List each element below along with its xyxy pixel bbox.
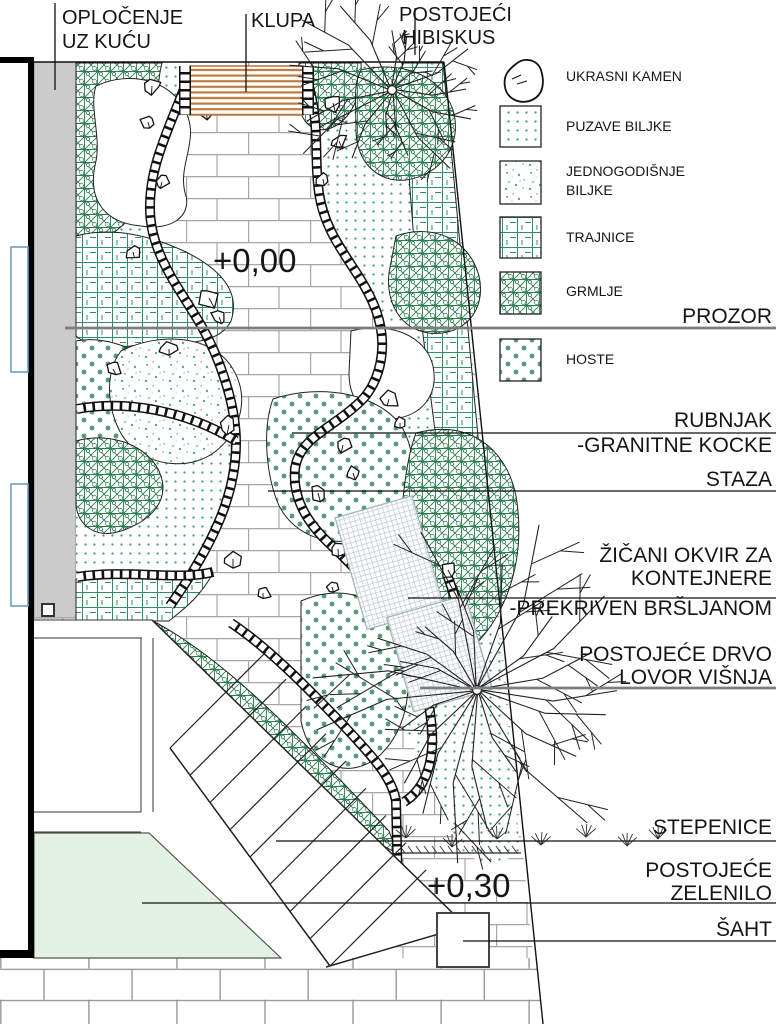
legend-annuals-swatch xyxy=(500,161,541,204)
callout-wire-line3: -PREKRIVEN BRŠLJANOM xyxy=(509,597,772,620)
legend-label-hostas: HOSTE xyxy=(566,351,615,367)
house-side-paving xyxy=(34,62,76,618)
legend-label-perennials: TRAJNICE xyxy=(566,229,635,245)
label-paving-line1: OPLOČENJE xyxy=(62,7,184,29)
callout-curb-line2: -GRANITNE KOCKE xyxy=(577,434,772,457)
callout-tree-line1: POSTOJEĆE DRVO xyxy=(579,643,772,666)
legend-creepers-swatch xyxy=(500,106,541,147)
window-lower xyxy=(11,484,28,606)
callout-path: STAZA xyxy=(705,468,772,491)
small-shaft-square xyxy=(42,604,54,616)
label-paving-line2: UZ KUĆU xyxy=(62,31,151,53)
label-hibiscus-line2: HIBISKUS xyxy=(402,27,496,49)
callout-wire-line1: ŽIČANI OKVIR ZA xyxy=(599,544,772,567)
label-hibiscus-line1: POSTOJEĆI xyxy=(399,4,512,26)
window-upper xyxy=(11,247,28,372)
callout-greenery-line1: POSTOJEĆE xyxy=(645,859,772,882)
legend-label-creepers: PUZAVE BILJKE xyxy=(566,118,672,134)
legend-label-shrubs: GRMLJE xyxy=(566,283,623,299)
callout-window: PROZOR xyxy=(682,305,772,328)
legend-label-rock: UKRASNI KAMEN xyxy=(566,68,682,84)
legend-shrubs-swatch xyxy=(500,272,541,314)
callout-wire-line2: KONTEJNERE xyxy=(630,567,772,590)
callout-manhole: ŠAHT xyxy=(715,918,772,941)
callout-greenery-line2: ZELENILO xyxy=(670,882,772,905)
manhole-square xyxy=(437,913,489,967)
legend-label-annuals-line1: JEDNOGODIŠNJE xyxy=(566,163,686,179)
callout-tree-line2: LOVOR VIŠNJA xyxy=(619,666,772,689)
callout-stairs: STEPENICE xyxy=(652,816,772,839)
elevation-upper: +0,00 xyxy=(213,242,297,279)
legend-hostas-swatch xyxy=(500,339,541,381)
legend-perennials-swatch xyxy=(500,217,541,258)
label-bench: KLUPA xyxy=(251,10,316,32)
elevation-lower: +0,30 xyxy=(427,867,511,904)
callout-curb-line1: RUBNJAK xyxy=(673,409,772,432)
legend-label-annuals-line2: BILJKE xyxy=(566,182,613,198)
